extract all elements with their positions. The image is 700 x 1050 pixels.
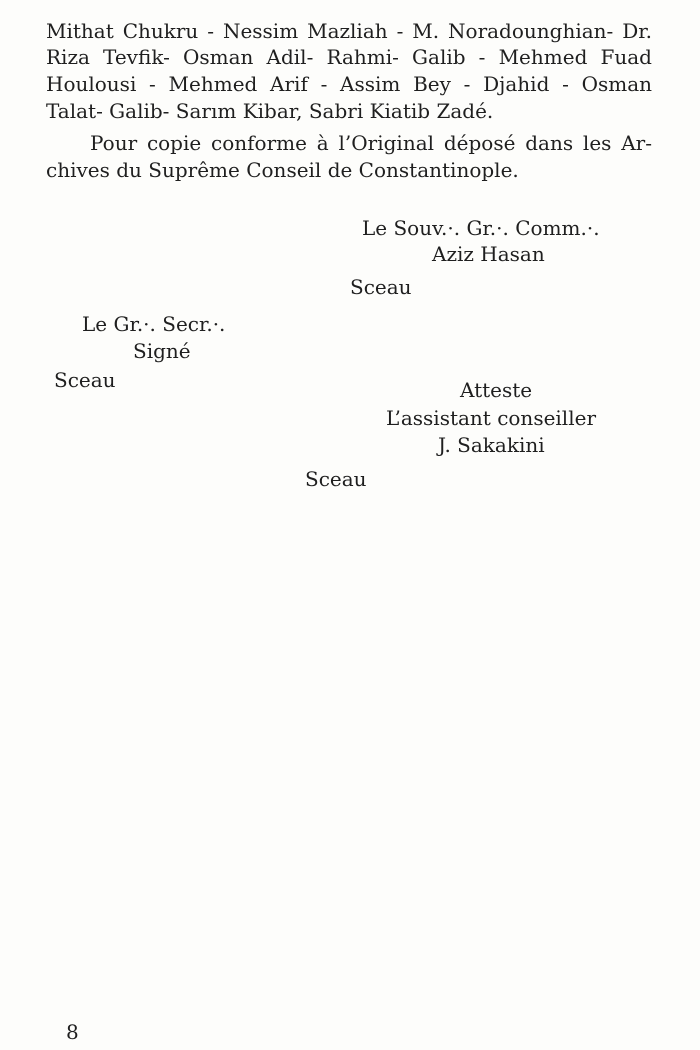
assistant-title: L’assistant conseiller xyxy=(386,406,596,430)
page-number: 8 xyxy=(66,1020,79,1044)
signatories-line-4: Talat- Galib- Sarım Kibar, Sabri Kiatib Zadé. xyxy=(46,99,494,123)
secretary-seal: Sceau xyxy=(54,368,116,392)
certification-line-2: chives du Suprême Conseil de Constantinople. xyxy=(46,158,519,182)
assistant-attest: Atteste xyxy=(460,378,533,402)
sovereign-name: Aziz Hasan xyxy=(432,242,545,266)
sovereign-title: Le Souv.·. Gr.·. Comm.·. xyxy=(362,216,600,240)
assistant-name: J. Sakakini xyxy=(438,433,545,457)
signatories-line-1: Mithat Chukru - Nessim Mazliah - M. Noradounghian- Dr. xyxy=(46,19,652,43)
secretary-signed: Signé xyxy=(133,339,191,363)
certification-line-1: Pour copie conforme à l’Original déposé dans les Ar- xyxy=(90,131,652,155)
signatories-line-2: Riza Tevfik- Osman Adil- Rahmi- Galib - Mehmed Fuad xyxy=(46,45,652,69)
secretary-title: Le Gr.·. Secr.·. xyxy=(82,312,226,336)
sovereign-seal: Sceau xyxy=(350,275,412,299)
assistant-seal: Sceau xyxy=(305,467,367,491)
signatories-line-3: Houlousi - Mehmed Arif - Assim Bey - Djahid - Osman xyxy=(46,72,652,96)
